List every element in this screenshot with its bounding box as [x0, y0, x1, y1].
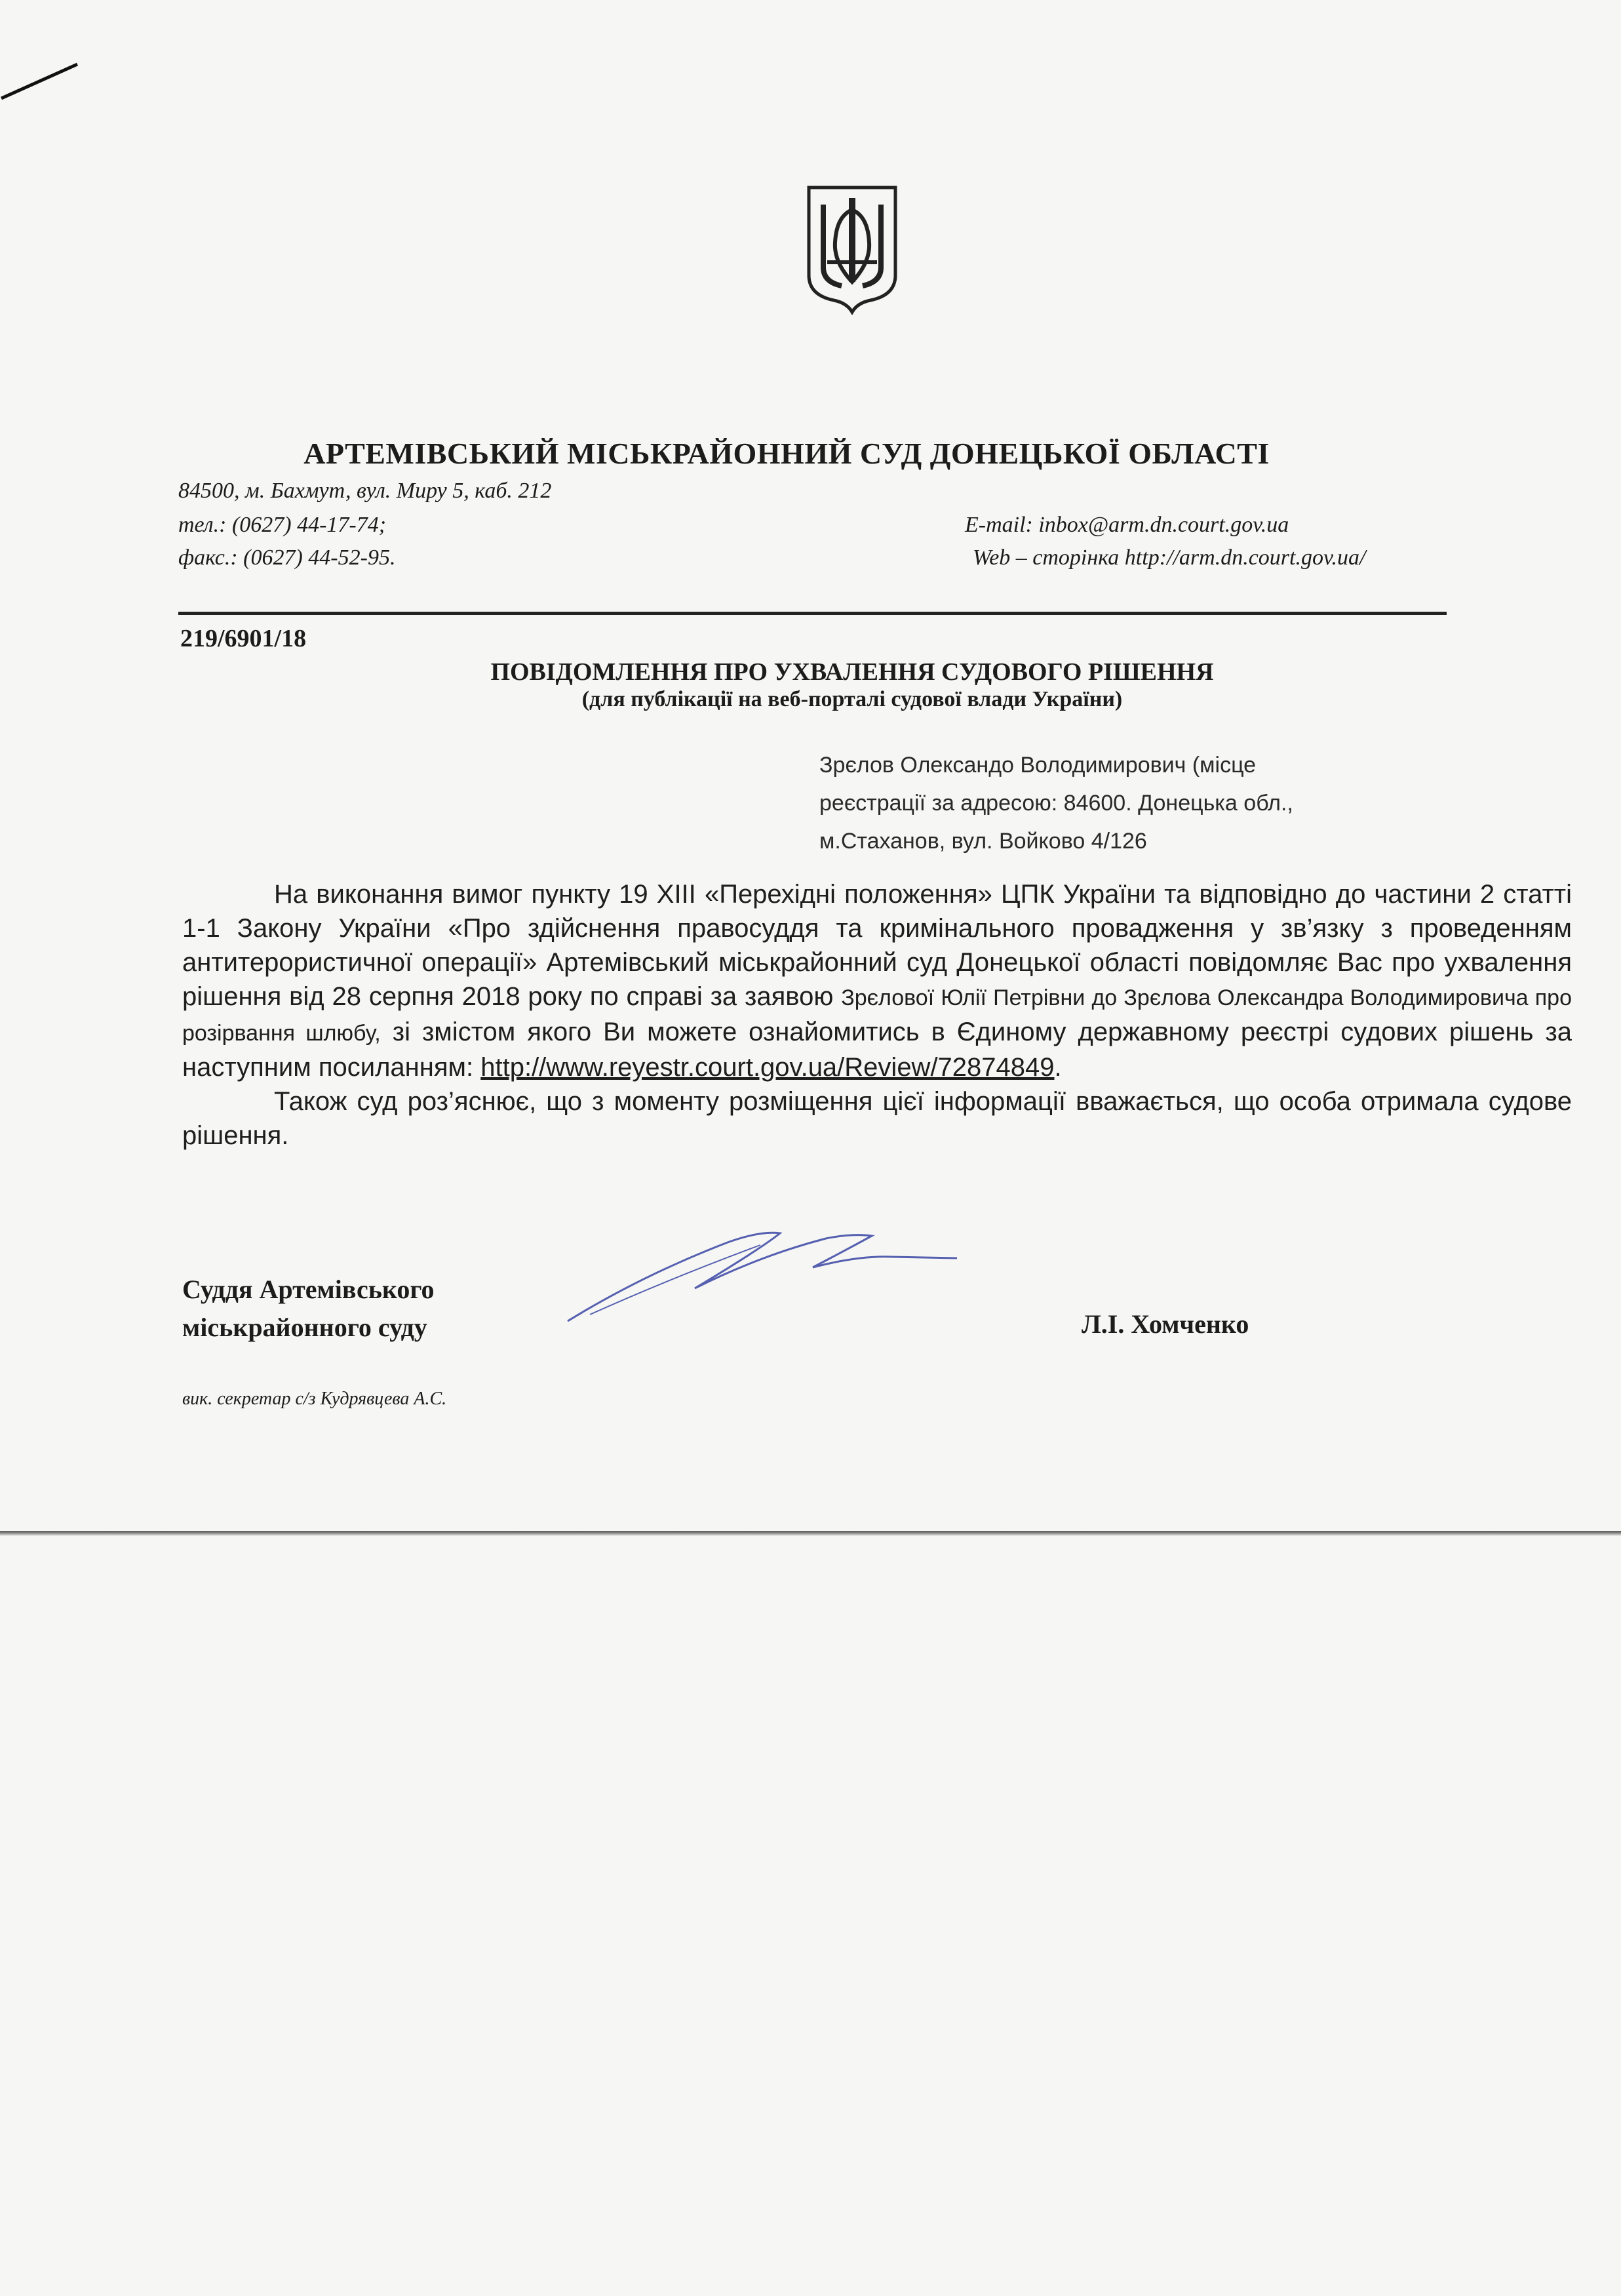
recipient-line: Зрєлов Олександо Володимирович (місце [819, 753, 1257, 778]
judge-title-line: міськрайонного суду [182, 1313, 427, 1342]
judge-title [182, 1271, 435, 1347]
notice-body [182, 877, 1572, 1153]
parties-text: Зрєлової Юлії Петрівни до Зрєлова Олександра Володимировича про розірвання шлюбу, [182, 985, 1572, 1046]
notice-title: ПОВІДОМЛЕННЯ ПРО УХВАЛЕННЯ СУДОВОГО РІШЕННЯ [490, 658, 1214, 686]
header-divider [178, 612, 1447, 615]
body-text: На виконання вимог пункту 19 ХІІІ «Перехідні положення» ЦПК України та відповідно до частини 2 статті 1-1 Закону України «Про здійснення правосуддя та кримінального провадження у зв’язку з проведенням антитерористичної операції» Артемівський міськрайонний суд Донецької області повідомляє Вас про ухвалення рішення від 28 серпня 2018 року по справі за заявою [182, 880, 1572, 1011]
court-phone: тел.: (0627) 44-17-74; [178, 513, 387, 537]
body-text: зі змістом якого Ви можете ознайомитись в Єдиному державному реєстрі судових рішень за наступним посиланням: [182, 1018, 1572, 1082]
recipient-block [819, 746, 1409, 860]
secretary-note: вик. секретар с/з Кудрявцева А.С. [182, 1389, 447, 1409]
court-name: АРТЕМІВСЬКИЙ МІСЬКРАЙОННИЙ СУД ДОНЕЦЬКОЇ ОБЛАСТІ [303, 437, 1270, 470]
recipient-line: м.Стаханов, вул. Войково 4/126 [819, 829, 1147, 854]
registry-link[interactable]: http://www.reyestr.court.gov.ua/Review/72874849 [480, 1053, 1055, 1082]
court-address: 84500, м. Бахмут, вул. Миру 5, каб. 212 [178, 479, 552, 503]
judge-name: Л.І. Хомченко [1082, 1309, 1249, 1339]
coat-of-arms-icon [805, 184, 899, 315]
body-paragraph-2: Також суд роз’яснює, що з моменту розміщення цієї інформації вважається, що особа отримала судове рішення. [182, 1087, 1572, 1150]
body-paragraph-1: На виконання вимог пункту 19 ХІІІ «Перехідні положення» ЦПК України та відповідно до частини 2 статті 1-1 Закону України «Про здійснення правосуддя та кримінального провадження у зв’язку з проведенням антитерористичної операції» Артемівський міськрайонний суд Донецької області повідомляє Вас про ухвалення рішення від 28 серпня 2018 року по справі за заявою Зрєлової Юлії Петрівни до Зрєлова Олександра Володимировича про розірвання шлюбу, зі змістом якого Ви можете ознайомитись в Єдиному державному реєстрі судових рішень за наступним посиланням: http://www.reyestr.court.gov.ua/Review/72874849. [182, 880, 1572, 1082]
case-number: 219/6901/18 [180, 625, 307, 652]
recipient-line: реєстрації за адресою: 84600. Донецька обл., [819, 791, 1293, 816]
notice-subtitle: (для публікації на веб-порталі судової влади України) [581, 687, 1123, 711]
court-email: E-mail: inbox@arm.dn.court.gov.ua [965, 513, 1289, 537]
page-fold-line [0, 1531, 1621, 1536]
corner-pen-mark [0, 52, 92, 105]
handwritten-signature [564, 1216, 970, 1328]
court-website: Web – сторінка http://arm.dn.court.gov.ua/ [973, 545, 1366, 570]
judge-title-line: Суддя Артемівського [182, 1275, 435, 1304]
court-fax: факс.: (0627) 44-52-95. [178, 545, 396, 570]
